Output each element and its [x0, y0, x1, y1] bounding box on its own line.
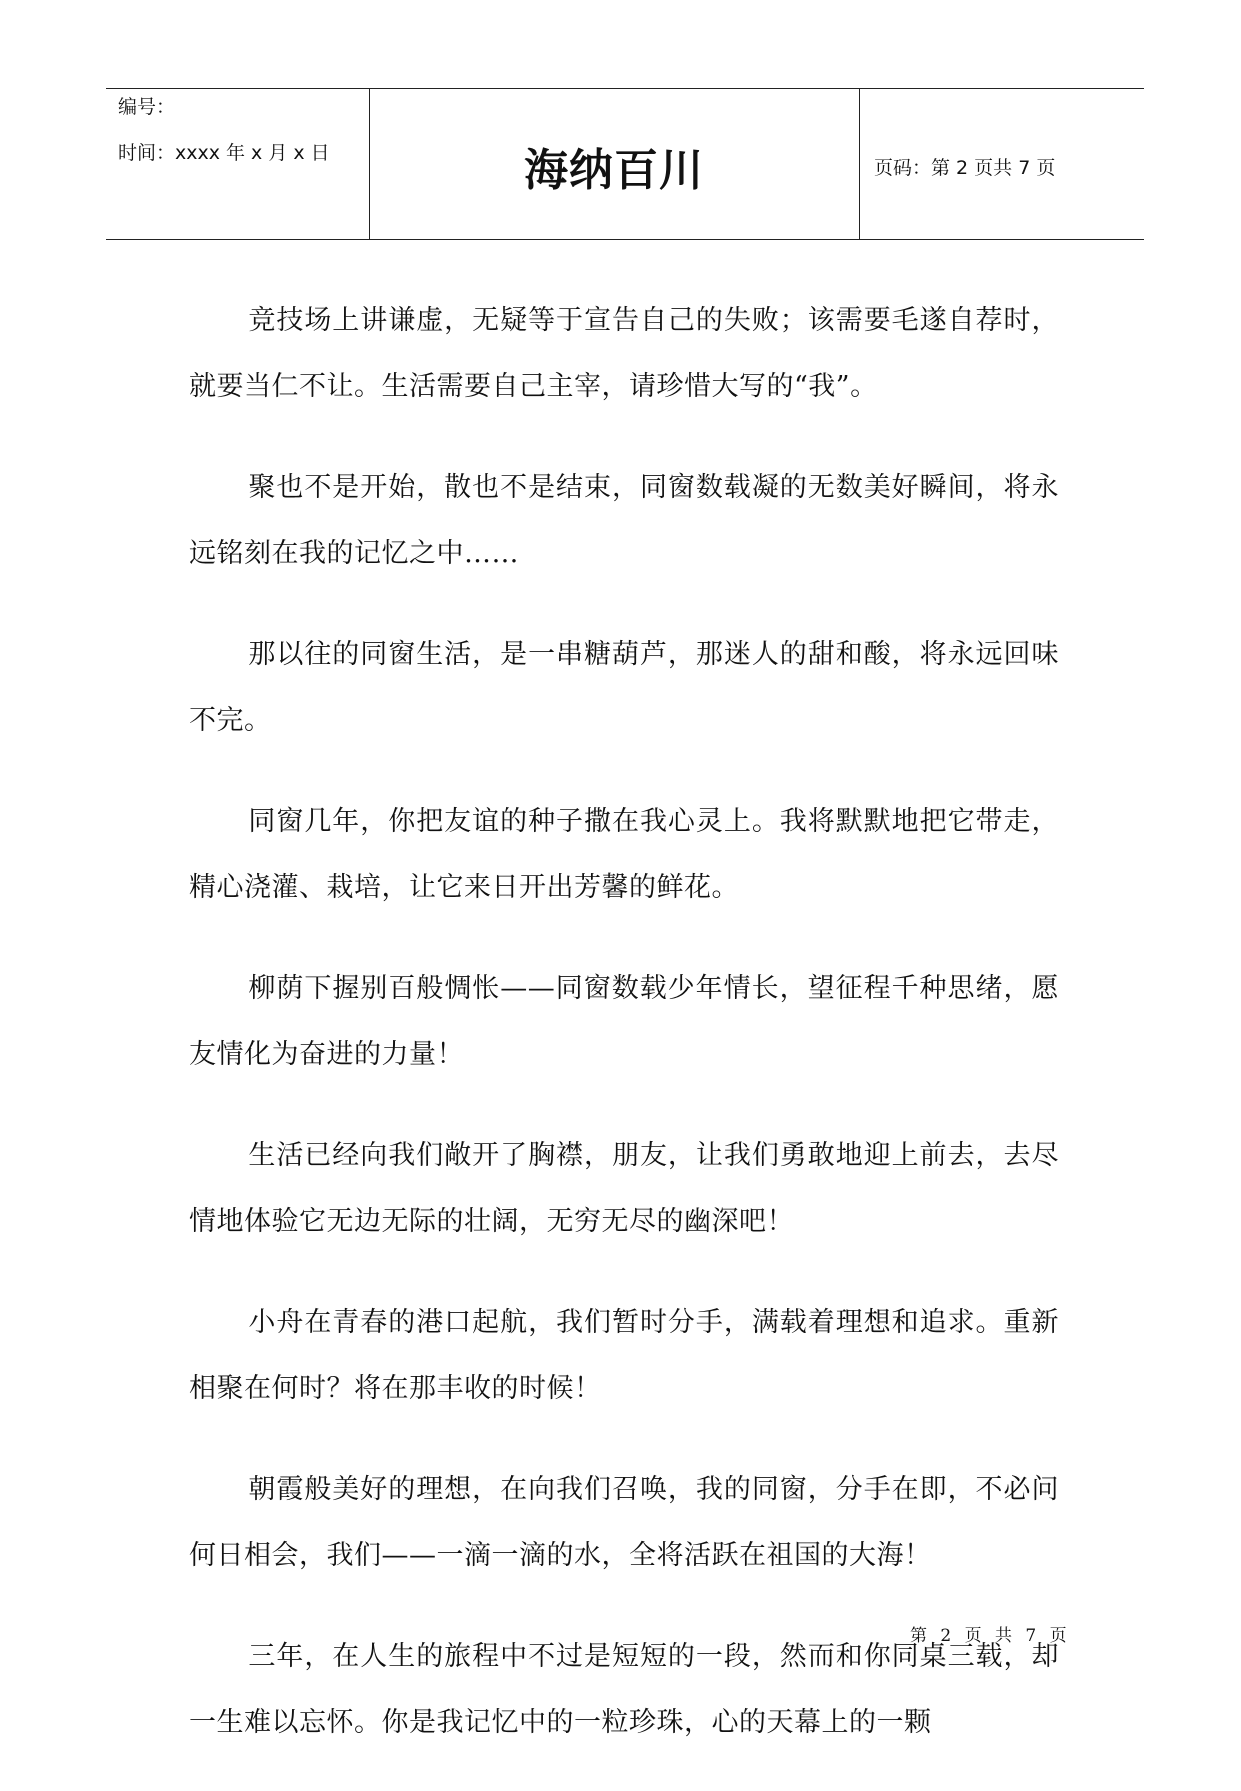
paragraph: 生活已经向我们敞开了胸襟，朋友，让我们勇敢地迎上前去，去尽情地体验它无边无际的壮阔，无穷无尽的幽深吧！ [189, 1140, 1059, 1237]
number-label: 编号： [118, 96, 176, 118]
document-body [189, 288, 1059, 1791]
header-divider-right [859, 89, 860, 239]
paragraph: 柳荫下握别百般惆怅——同窗数载少年情长，望征程千种思绪，愿友情化为奋进的力量！ [189, 973, 1059, 1070]
paragraph: 小舟在青春的港口起航，我们暂时分手，满载着理想和追求。重新相聚在何时？将在那丰收的时候！ [189, 1307, 1059, 1404]
paragraph: 同窗几年，你把友谊的种子撒在我心灵上。我将默默地把它带走，精心浇灌、栽培，让它来日开出芳馨的鲜花。 [189, 806, 1059, 903]
paragraph: 朝霞般美好的理想，在向我们召唤，我的同窗，分手在即，不必问何日相会，我们——一滴一滴的水，全将活跃在祖国的大海！ [189, 1474, 1059, 1571]
paragraph: 三年，在人生的旅程中不过是短短的一段，然而和你同桌三载，却一生难以忘怀。你是我记忆中的一粒珍珠，心的天幕上的一颗 [189, 1641, 1059, 1738]
page-label: 页码：第 2 页共 7 页 [874, 156, 1056, 179]
document-title: 海纳百川 [524, 145, 704, 196]
page-footer: 第 2 页 共 7 页 [910, 1626, 1071, 1646]
paragraph: 竞技场上讲谦虚，无疑等于宣告自己的失败；该需要毛遂自荐时，就要当仁不让。生活需要自己主宰，请珍惜大写的“我”。 [189, 305, 1059, 402]
paragraph: 聚也不是开始，散也不是结束，同窗数载凝的无数美好瞬间，将永远铭刻在我的记忆之中…… [189, 472, 1059, 569]
document-header [106, 88, 1144, 240]
paragraph: 那以往的同窗生活，是一串糖葫芦，那迷人的甜和酸，将永远回味不完。 [189, 639, 1059, 736]
header-divider-left [369, 89, 370, 239]
time-label: 时间：xxxx 年 x 月 x 日 [118, 142, 330, 164]
